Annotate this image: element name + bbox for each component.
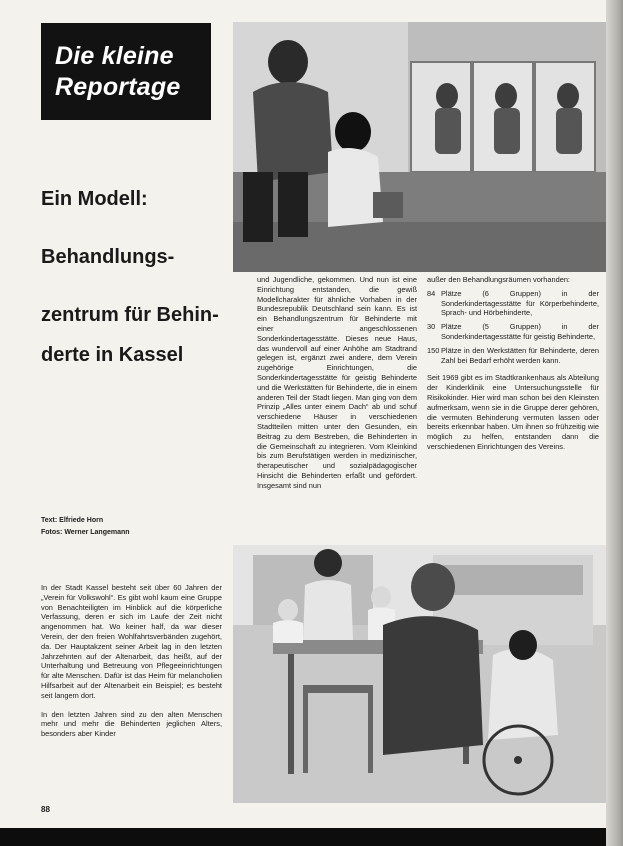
credit-photos: Fotos: Werner Langemann bbox=[41, 529, 130, 536]
photo-children-group-image bbox=[233, 545, 606, 803]
section-header-line1: Die kleine bbox=[55, 41, 174, 70]
headline-line3: zentrum für Behin- bbox=[41, 304, 219, 326]
list-item-number: 84 bbox=[427, 288, 436, 298]
list-item-text: Plätze in den Werkstätten für Behinderte, deren Zahl bei Bedarf erhöht werden kann. bbox=[441, 345, 599, 365]
article-credits bbox=[41, 515, 130, 539]
section-header-box bbox=[41, 23, 211, 120]
list-item bbox=[427, 289, 599, 318]
page-number: 88 bbox=[41, 805, 50, 814]
headline-line2: Behandlungs- bbox=[41, 246, 175, 268]
photo-children-group bbox=[233, 545, 606, 803]
binding-edge bbox=[606, 0, 623, 846]
article-column-middle bbox=[257, 275, 417, 491]
list-item-number: 150 bbox=[427, 345, 440, 355]
column-right-intro: außer den Behandlungsräumen vorhanden: bbox=[427, 275, 570, 284]
headline-line4: derte in Kassel bbox=[41, 344, 184, 366]
credit-text: Text: Elfriede Horn bbox=[41, 517, 104, 524]
column-left-paragraph-2: In den letzten Jahren sind zu den alten Menschen mehr und mehr die Behinderten jeglichen Alters, besonders aber Kinder bbox=[41, 709, 222, 739]
headline-line1: Ein Modell: bbox=[41, 188, 148, 210]
article-column-left bbox=[41, 583, 222, 748]
column-middle-text: und Jugendliche, gekommen. Und nun ist eine Einrichtung entstanden, die gewiß Modellcharakter für ähnliche Vorhaben in der Bundesrepublik Deutschland sein kann. Es ist ein Behandlungszentrum für Behinderte mit einer angeschlossenen Sonderkindertagesstätte. Dieses neue Haus, das wundervoll auf einer Anhöhe am Stadtrand gelegen ist, ergänzt zwei andere, dem Verein zugehörige Einrichtungen, die Sonderkindertagesstätte für geistig Behinderte und die Werkstätten für Behinderte, die in einem anderen Teil der Stadt liegen. Man ging von dem Prinzip „Alles unter einem Dach“ ab und schuf verschiedene Häuser in verschiedenen Stadtteilen mitten unter den Gesunden, ein Beitrag zu dem Bestreben, die Behinderten in die Gemeinschaft zu integrieren. Vom Kleinkind bis zum Berufstätigen werden in medizinischer, therapeutischer und sozialpädagogischer Hinsicht die Behinderten erfaßt und gefördert. Insgesamt sind nun bbox=[257, 275, 417, 490]
photo-therapy-mirror-image bbox=[233, 22, 606, 272]
column-right-paragraph: Seit 1969 gibt es im Stadtkrankenhaus als Abteilung der Kinderklinik eine Untersuchungsstelle für Risikokinder. Hier wird man schon bei den Kleinsten aufmerksam, wenn sie in die Gruppe derer gehören, die vermuten Behinderung vermuten lassen oder bereits erkennbar haben. Um ihnen so frühzeitig wie möglich zu helfen, entstanden dann die verschiedenen Einrichtungen des Vereins. bbox=[427, 373, 599, 451]
list-item-text: Plätze (6 Gruppen) in der Sonderkindertagesstätte für Körperbehinderte, Sprach- und Hörbehinderte, bbox=[441, 288, 599, 318]
list-item bbox=[427, 346, 599, 366]
bottom-bar bbox=[0, 828, 623, 846]
section-header-line2: Reportage bbox=[55, 72, 181, 101]
list-item-number: 30 bbox=[427, 322, 436, 332]
photo-therapy-mirror bbox=[233, 22, 606, 272]
list-item-text: Plätze (5 Gruppen) in der Sonderkindertagesstätte für geistig Behinderte, bbox=[441, 322, 599, 341]
column-left-paragraph-1: In der Stadt Kassel besteht seit über 60 Jahren der „Verein für Volkswohl“. Es gibt wohl kaum eine Gruppe von Benachteiligten im Hinblick auf die körperliche Verfassung, deren er sich im Laufe der Zeit nicht angenommen hat. Wo keiner half, da war dieser Verein, der den freien Wohlfahrtsverbänden zugehört, da. Der Hauptakzent seiner Arbeit lag in den letzten Jahrzehnten auf der Altenarbeit, das heißt, auf der Unterhaltung und Betreuung von Pflegeeinrichtungen für alte Menschen. Dafür ist das Heim für melancholien Hilfsarbeit auf der Altenarbeit ein Beispiel; es besteht seit langem dort. bbox=[41, 583, 222, 700]
list-item bbox=[427, 322, 599, 342]
article-column-right bbox=[427, 275, 599, 452]
